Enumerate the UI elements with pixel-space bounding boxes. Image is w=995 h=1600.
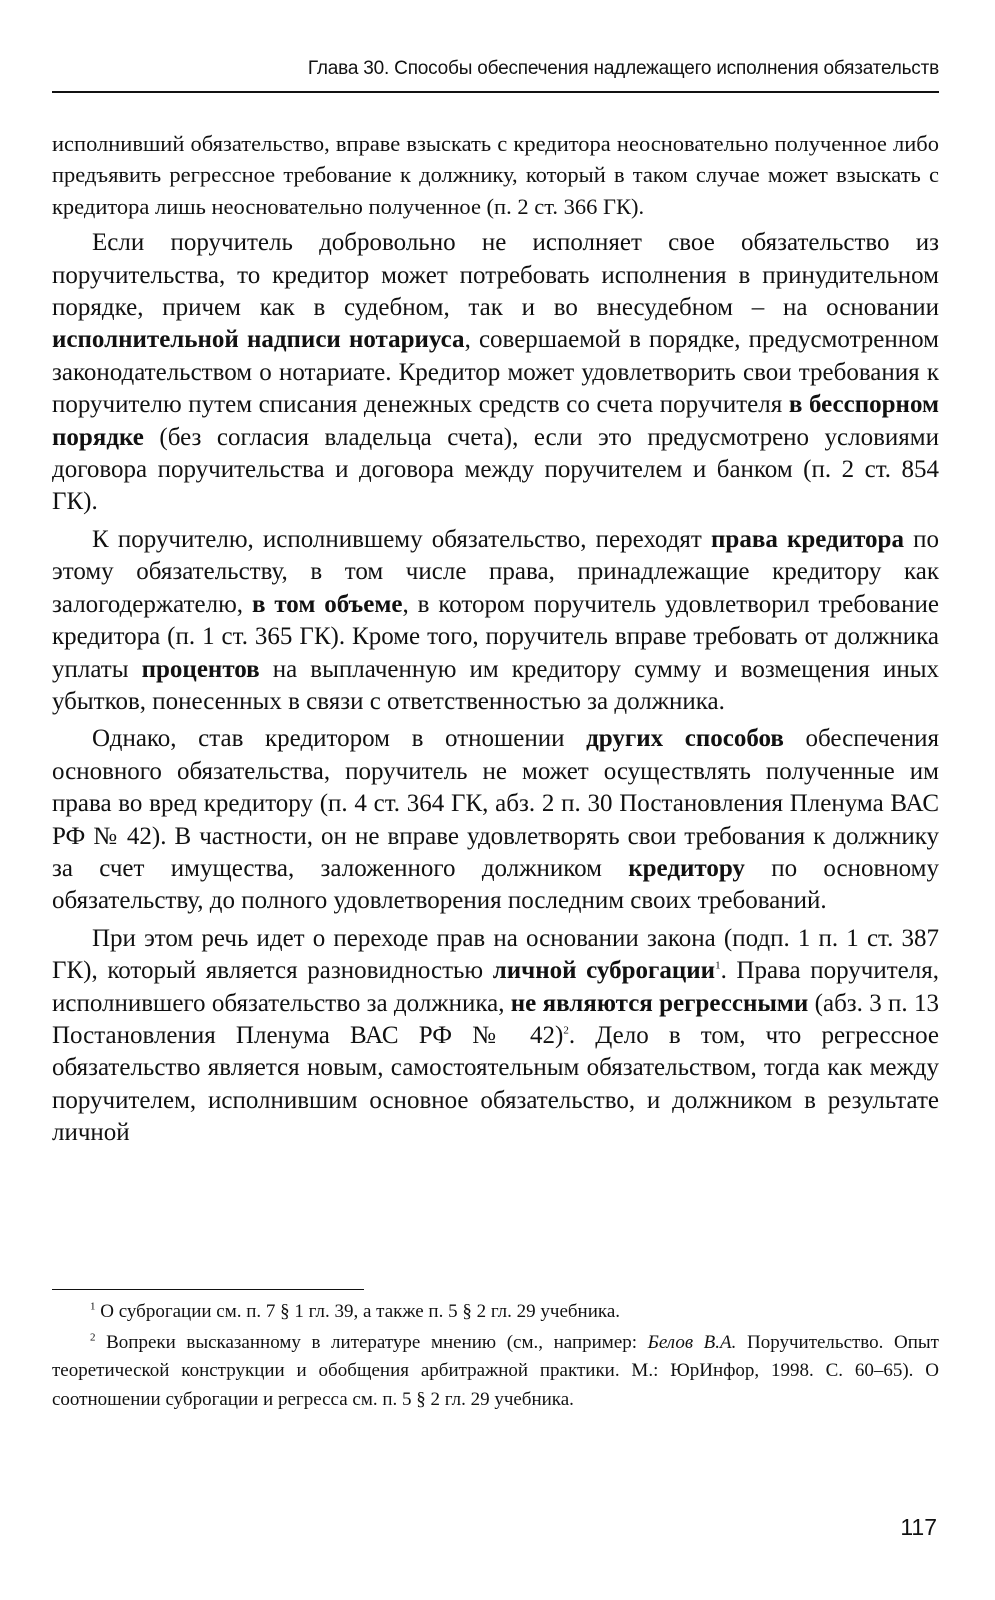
text-run: (абз. 3 п. 13 Постановления Пленума ВАС РФ № 42): [52, 989, 940, 1049]
bold-term: не являются регрессными: [510, 989, 809, 1017]
footnotes: [52, 1298, 939, 1414]
paragraph: [52, 723, 939, 917]
bold-term: в том объеме: [251, 590, 403, 618]
text-run: . Права поручителя, исполнившего обязательство за должника,: [52, 957, 940, 1017]
text-run: исполнивший обязательство, вправе взыскать с кредитора неосновательно полученное либо предъявить регрессное требование к должнику, который в таком случае может взыскать с кредитора лишь неосновательно полученное (п. 2 ст. 366 ГК).: [52, 131, 939, 219]
bold-term: процентов: [141, 655, 260, 683]
bold-term: личной суброгации: [492, 957, 716, 985]
italic-author: Белов В.А.: [647, 1331, 737, 1353]
text-run: , в котором поручитель удовлетворил требование кредитора (п. 1 ст. 365 ГК). Кроме того, поручитель вправе требовать от должника уплаты: [52, 590, 939, 683]
text-run: К поручителю, исполнившему обязательство, переходят: [92, 525, 712, 553]
bold-term: кредитору: [628, 854, 745, 882]
footnote-ref: 1: [715, 959, 721, 972]
text-run: При этом речь идет о переходе прав на основании закона (подп. 1 п. 1 ст. 387 ГК), который является разновидностью: [52, 924, 939, 985]
text-run: (без согласия владельца счета), если это предусмотрено условиями договора поручительства и договора между поручителем и банком (п. 2 ст. 854 ГК).: [52, 423, 939, 516]
text-run: . Дело в том, что регрессное обязательство является новым, самостоятельным обязательством, тогда как между поручителем, исполнившим основное обязательство, и должником в результате личной: [52, 1021, 939, 1147]
footnote: [52, 1329, 939, 1415]
text-run: Вопреки высказанному в литературе мнению (см., например:: [95, 1331, 648, 1353]
footnote-separator: [52, 1289, 364, 1290]
text-run: Если поручитель добровольно не исполняет свое обязательство из поручительства, то кредитор может потребовать исполнения в принудительном порядке, причем как в судебном, так и во внесудебном – на основании: [52, 229, 939, 322]
paragraph: [52, 128, 939, 222]
footnote: [52, 1298, 939, 1327]
text-run: обеспечения основного обязательства, поручитель не может осуществлять полученные им права во вред кредитору (п. 4 ст. 364 ГК, абз. 2 п. 30 Постановления Пленума ВАС РФ № 42). В частности, он не вправе удовлетворять свои требования к должнику за счет имущества, заложенного должником: [52, 725, 940, 882]
footnote-ref: 2: [563, 1024, 569, 1037]
bold-term: права кредитора: [711, 525, 904, 553]
bold-term: исполнительной надписи нотариуса: [52, 326, 465, 354]
text-run: О суброгации см. п. 7 § 1 гл. 39, а также п. 5 § 2 гл. 29 учебника.: [95, 1301, 621, 1322]
page-number: 117: [900, 1514, 937, 1540]
text-run: , совершаемой в порядке, предусмотренном законодательством о нотариате. Кредитор может удовлетворить свои требования к поручителю путем списания денежных средств со счета поручителя: [52, 326, 939, 419]
running-head: Глава 30. Способы обеспечения надлежащего исполнения обязательств: [307, 58, 939, 79]
footnote-ref: 2: [90, 1331, 96, 1344]
footnote-ref: 1: [90, 1300, 96, 1313]
paragraph: [52, 923, 939, 1150]
body-text: [52, 128, 939, 1150]
header-rule: [52, 91, 939, 93]
paragraph: [52, 227, 939, 519]
text-run: Поручительство. Опыт теоретической конструкции и обобщения арбитражной практики. М.: ЮрИнфор, 1998. С. 60–65). О соотношении суброгации и регресса см. п. 5 § 2 гл. 29 учебника.: [52, 1331, 939, 1410]
text-run: Однако, став кредитором в отношении: [92, 725, 587, 753]
text-run: по основному обязательству, до полного удовлетворения последним своих требований.: [52, 854, 939, 915]
paragraph: [52, 524, 939, 718]
text-run: по этому обязательству, в том числе права, принадлежащие кредитору как залогодержателю,: [52, 525, 939, 618]
bold-term: других способов: [586, 725, 784, 753]
bold-term: в бесспорном порядке: [52, 391, 939, 451]
text-run: на выплаченную им кредитору сумму и возмещения иных убытков, понесенных в связи с ответственностью за должника.: [52, 655, 940, 715]
